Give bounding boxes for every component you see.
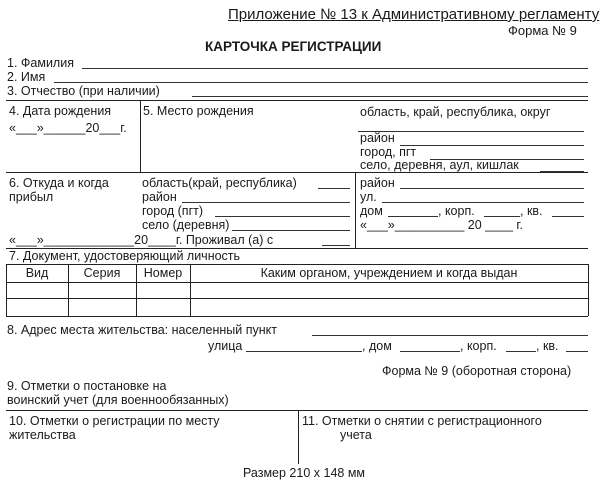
arrival-village-line[interactable] [232,230,350,231]
address-house-label: , дом [362,339,392,353]
birth-city-label: город, пгт [360,145,417,159]
doc-table-row-line [6,298,588,299]
address-street-line[interactable] [246,351,362,352]
birth-village-label: село, деревня, аул, кишлак [360,158,519,172]
residence-kv-label: , кв. [520,204,543,218]
residence-korp-line[interactable] [484,216,520,217]
arrival-date-line[interactable]: «___»_____________20____г. Проживал (а) с [9,233,274,247]
doc-table-top [6,264,588,265]
divider [140,100,141,172]
arrival-city-label: город (пгт) [142,204,204,218]
surname-label: 1. Фамилия [7,56,74,70]
deregistration-marks-label: 11. Отметки о снятии с регистрационного [302,414,542,428]
patronymic-label: 3. Отчество (при наличии) [7,84,160,98]
document-label: 7. Документ, удостоверяющий личность [9,249,241,263]
doc-table-header-line [6,282,588,283]
doc-col-issuer: Каким органом, учреждением и когда выдан [260,266,518,280]
address-house-line[interactable] [400,351,460,352]
divider [6,410,588,411]
back-form-number: Форма № 9 (оборотная сторона) [382,364,572,378]
address-label: 8. Адрес места жительства: населенный пункт [7,323,277,337]
residence-house-label: дом [360,204,383,218]
birth-date-blank[interactable]: «___»______20___г. [9,121,127,135]
deregistration-marks-label-2: учета [340,428,372,442]
residence-street-line[interactable] [382,202,584,203]
doc-table-col [588,264,589,316]
registration-marks-label-2: жительства [9,428,76,442]
divider [298,410,299,464]
birth-region-label: область, край, республика, округ [360,105,551,119]
arrival-region-line[interactable] [318,188,350,189]
address-kv-label: , кв. [536,339,559,353]
surname-line[interactable] [82,68,588,69]
doc-table-bottom [6,316,588,317]
birth-date-label: 4. Дата рождения [9,104,112,118]
address-street-label: улица [208,339,243,353]
arrival-village-label: село (деревня) [142,218,230,232]
military-label-2: воинский учет (для военнообязанных) [7,393,229,407]
residence-korp-label: , корп. [438,204,475,218]
birth-district-line[interactable] [400,145,584,146]
residence-house-line[interactable] [388,216,438,217]
residence-street-label: ул. [360,190,377,204]
address-locality-line[interactable] [312,335,588,336]
residence-date[interactable]: «___»__________ 20 ____ г. [360,218,523,232]
appendix-title: Приложение № 13 к Административному регламенту [228,6,600,23]
residence-kv-line[interactable] [552,216,584,217]
name-label: 2. Имя [7,70,46,84]
address-korp-label: , корп. [460,339,497,353]
arrival-label: 6. Откуда и когда [9,176,109,190]
doc-col-number: Номер [143,266,183,280]
divider [6,100,588,101]
arrival-district-label: район [142,190,177,204]
divider [6,172,588,173]
size-note: Размер 210 х 148 мм [243,466,366,480]
arrival-label-2: прибыл [9,190,54,204]
birth-place-label: 5. Место рождения [143,104,254,118]
arrival-city-line[interactable] [215,216,350,217]
form-number: Форма № 9 [508,23,577,38]
doc-col-series: Серия [83,266,121,280]
arrival-region-label: область(край, республика) [142,176,297,190]
birth-district-label: район [360,131,395,145]
patronymic-line[interactable] [192,96,588,97]
name-line[interactable] [54,82,588,83]
registration-marks-label: 10. Отметки о регистрации по месту [9,414,220,428]
address-kv-line[interactable] [566,351,588,352]
residence-district-label: район [360,176,395,190]
residence-district-line[interactable] [400,188,584,189]
address-korp-line[interactable] [506,351,536,352]
divider [355,172,356,248]
arrival-district-line[interactable] [182,202,350,203]
military-label: 9. Отметки о постановке на [7,379,167,393]
arrival-since-line[interactable] [322,245,350,246]
card-title: КАРТОЧКА РЕГИСТРАЦИИ [205,39,382,54]
doc-col-type: Вид [25,266,49,280]
